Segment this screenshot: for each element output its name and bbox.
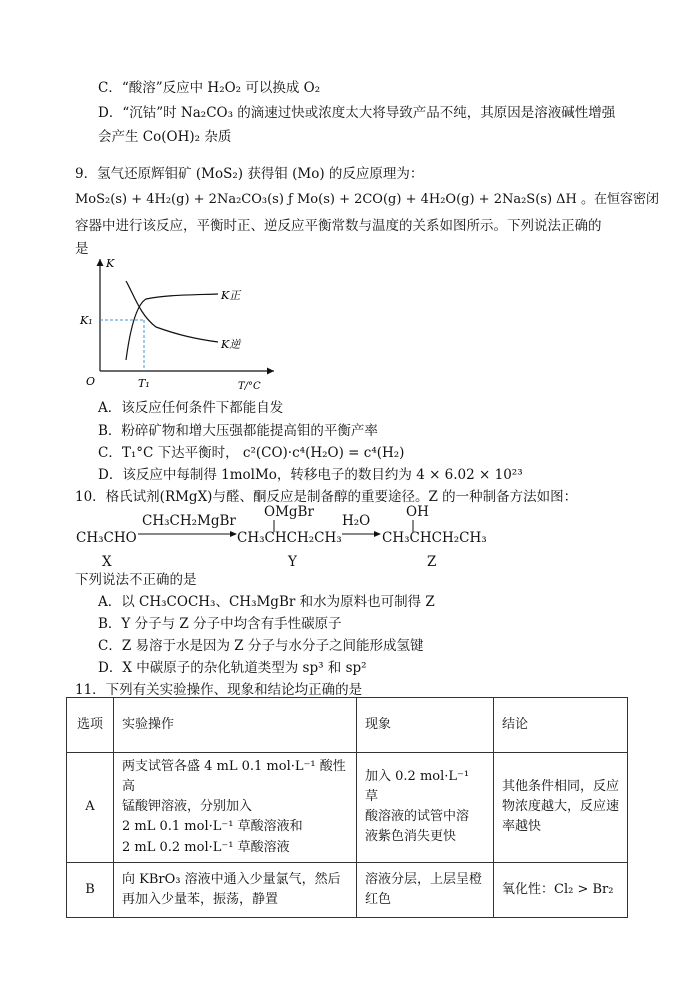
q9-option-d: D．该反应中每制得 1molMo，转移电子的数目约为 4 × 6.02 × 10²³ [98, 467, 523, 483]
row-a-conclusion: 其他条件相同，反应 物浓度越大，反应速 率越快 [494, 753, 628, 863]
grignard-reaction-scheme [72, 500, 512, 570]
row-a-option: A [67, 753, 114, 863]
x-formula: CH₃CHO [76, 530, 137, 546]
q9-option-c: C．T₁°C 下达平衡时， c²(CO)·c⁴(H₂O) = c⁴(H₂) [98, 445, 405, 461]
q8-option-c: C．“酸溶”反应中 H₂O₂ 可以换成 O₂ [98, 80, 321, 96]
k-reverse-curve [126, 281, 218, 342]
q9-option-b: B．粉碎矿物和增大压强都能提高钼的平衡产率 [98, 423, 378, 439]
z-substituent: OH [406, 504, 429, 520]
t1-label: T₁ [138, 377, 150, 390]
q9-stem-2: 容器中进行该反应，平衡时正、逆反应平衡常数与温度的关系如图所示。下列说法正确的 [75, 218, 602, 234]
reaction-arrow-2 [342, 529, 382, 539]
q11-stem: 11．下列有关实验操作、现象和结论均正确的是 [75, 682, 363, 698]
origin-label: O [86, 375, 96, 388]
y-substituent: OMgBr [264, 504, 314, 520]
y-label: Y [288, 554, 297, 570]
z-label: Z [427, 554, 437, 570]
row-a-operation: 两支试管各盛 4 mL 0.1 mol·L⁻¹ 酸性高 锰酸钾溶液，分别加入 2 mL 0.1 mol·L⁻¹ 草酸溶液和 2 mL 0.2 mol·L⁻¹ 草酸溶液 [114, 753, 357, 863]
row-b-conclusion: 氧化性：Cl₂ > Br₂ [494, 862, 628, 917]
reaction-arrow-1 [138, 529, 238, 539]
reagent-1: CH₃CH₂MgBr [142, 513, 236, 529]
k1-label: K₁ [80, 314, 93, 327]
y-formula: CH₃CHCH₂CH₃ [237, 530, 342, 546]
k-reverse-label: K逆 [221, 338, 241, 351]
table-row [67, 753, 628, 863]
z-formula: CH₃CHCH₂CH₃ [382, 530, 487, 546]
q10-option-b: B．Y 分子与 Z 分子中均含有手性碳原子 [98, 616, 342, 632]
experiment-table [66, 697, 628, 918]
q10-option-a: A．以 CH₃COCH₃、CH₃MgBr 和水为原料也可制得 Z [98, 594, 435, 610]
x-axis-label: T/°C [238, 381, 261, 392]
row-b-phenomenon: 溶液分层，上层呈橙 红色 [357, 862, 494, 917]
k-vs-temperature-graph [78, 255, 278, 395]
k-forward-curve [126, 294, 218, 360]
header-phenomenon: 现象 [357, 698, 494, 753]
q8-option-d-line1: D．“沉钴”时 Na₂CO₃ 的滴速过快或浓度太大将导致产品不纯，其原因是溶液碱性增强 [98, 105, 616, 121]
q10-stem: 10．格氏试剂(RMgX)与醛、酮反应是制备醇的重要途径。Z 的一种制备方法如图： [75, 489, 578, 505]
q10-prompt: 下列说法不正确的是 [75, 572, 197, 588]
q10-option-d: D．X 中碳原子的杂化轨道类型为 sp³ 和 sp² [98, 660, 367, 676]
row-b-operation: 向 KBrO₃ 溶液中通入少量氯气，然后 再加入少量苯，振荡，静置 [114, 862, 357, 917]
y-axis-label: K [106, 257, 115, 270]
x-label: X [102, 554, 112, 570]
q9-option-a: A．该反应任何条件下都能自发 [98, 400, 284, 416]
row-a-phenomenon: 加入 0.2 mol·L⁻¹ 草 酸溶液的试管中溶 液紫色消失更快 [357, 753, 494, 863]
header-conclusion: 结论 [494, 698, 628, 753]
q8-option-d-line2: 会产生 Co(OH)₂ 杂质 [98, 129, 232, 145]
q9-stem-3: 是 [75, 241, 89, 257]
q10-option-c: C．Z 易溶于水是因为 Z 分子与水分子之间能形成氢键 [98, 638, 424, 654]
reagent-2: H₂O [342, 513, 371, 529]
q9-stem: 9．氢气还原辉钼矿 (MoS₂) 获得钼 (Mo) 的反应原理为： [75, 166, 424, 182]
k-forward-label: K正 [221, 289, 241, 302]
header-option: 选项 [67, 698, 114, 753]
table-row [67, 862, 628, 917]
row-b-option: B [67, 862, 114, 917]
q9-equation: MoS₂(s) + 4H₂(g) + 2Na₂CO₃(s) ƒ Mo(s) + 2CO(g) + 4H₂O(g) + 2Na₂S(s) ΔH 。在恒容密闭 [75, 192, 660, 207]
header-operation: 实验操作 [114, 698, 357, 753]
table-header-row [67, 698, 628, 753]
